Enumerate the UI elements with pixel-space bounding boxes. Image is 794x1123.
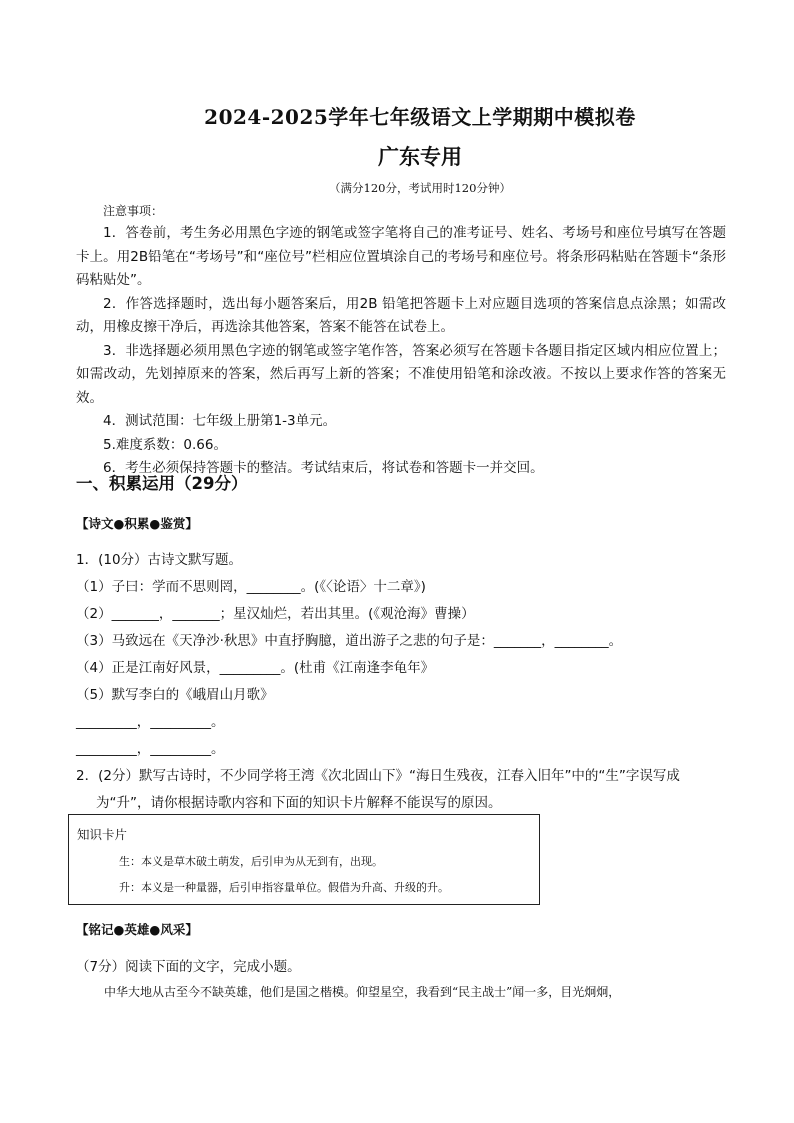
subsection-heroes: 【铭记●英雄●风采】 xyxy=(76,922,198,937)
notice-item-5: 5.难度系数：0.66。 xyxy=(103,436,227,453)
score-note: （满分120分，考试用时120分钟） xyxy=(329,181,511,195)
exam-subtitle: 广东专用 xyxy=(378,144,462,169)
question-1-blank-line-1: _________，_________。 xyxy=(76,714,225,730)
notice-item-1: 1．答卷前，考生务必用黑色字迹的钢笔或签字笔将自己的准考证号、姓名、考场号和座位号填写在答题卡上。用2B铅笔在“考场号”和“座位号”栏相应位置填涂自己的考场号和座位号。将条形码粘贴在答题卡“条形码粘贴处”。 xyxy=(76,225,726,288)
knowledge-card xyxy=(68,814,540,905)
notice-item-3: 3．非选择题必须用黑色字迹的钢笔或签字笔作答，答案必须写在答题卡各题目指定区域内相应位置上；如需改动，先划掉原来的答案，然后再写上新的答案；不准使用铅笔和涂改液。不按以上要求作答的答案无效。 xyxy=(76,342,726,406)
question-1-part-1: （1）子曰：学而不思则罔，________。(《〈论语〉十二章》) xyxy=(76,579,426,595)
notice-heading: 注意事项： xyxy=(103,204,164,218)
question-1-part-3: （3）马致远在《天净沙·秋思》中直抒胸臆，道出游子之悲的句子是：_______，________。 xyxy=(76,633,623,649)
notice-list xyxy=(76,222,726,481)
question-1-part-5: （5）默写李白的《峨眉山月歌》 xyxy=(76,687,274,703)
question-1-part-4: （4）正是江南好风景，_________。(杜甫《江南逢李龟年》 xyxy=(76,660,435,676)
question-2-line-1: 2．(2分）默写古诗时，不少同学将王湾《次北固山下》“海日生残夜，江春入旧年”中的“生”字误写成 xyxy=(76,768,680,784)
section-title: 一、积累运用（29分） xyxy=(76,474,248,493)
reading-passage: 中华大地从古至今不缺英雄，他们是国之楷模。仰望星空，我看到“民主战士”闻一多，目光炯炯， xyxy=(104,985,621,999)
knowledge-card-line-1: 生：本义是草木破土萌发，后引申为从无到有，出现。 xyxy=(119,855,383,868)
question-1-stem: 1．(10分）古诗文默写题。 xyxy=(76,552,243,568)
subsection-poetry: 【诗文●积累●鉴赏】 xyxy=(76,516,198,531)
question-2-line-2: 为“升”，请你根据诗歌内容和下面的知识卡片解释不能误写的原因。 xyxy=(96,795,502,811)
notice-item-4: 4．测试范围：七年级上册第1-3单元。 xyxy=(103,413,337,429)
reading-stem: （7分）阅读下面的文字，完成小题。 xyxy=(76,959,301,975)
knowledge-card-title: 知识卡片 xyxy=(77,827,128,842)
question-1-part-2: （2）_______，_______；星汉灿烂，若出其里。(《观沧海》曹操） xyxy=(76,606,475,622)
notice-item-2: 2．作答选择题时，选出每小题答案后，用2B 铅笔把答题卡上对应题目选项的答案信息点涂黑；如需改动，用橡皮擦干净后，再选涂其他答案，答案不能答在试卷上。 xyxy=(76,295,726,335)
notice-item-6: 6．考生必须保持答题卡的整洁。考试结束后，将试卷和答题卡一并交回。 xyxy=(103,460,544,476)
question-1-blank-line-2: _________，_________。 xyxy=(76,741,225,757)
exam-title: 2024-2025学年七年级语文上学期期中模拟卷 xyxy=(204,105,636,129)
knowledge-card-line-2: 升：本义是一种量器，后引申指容量单位。假借为升高、升级的升。 xyxy=(119,881,449,894)
